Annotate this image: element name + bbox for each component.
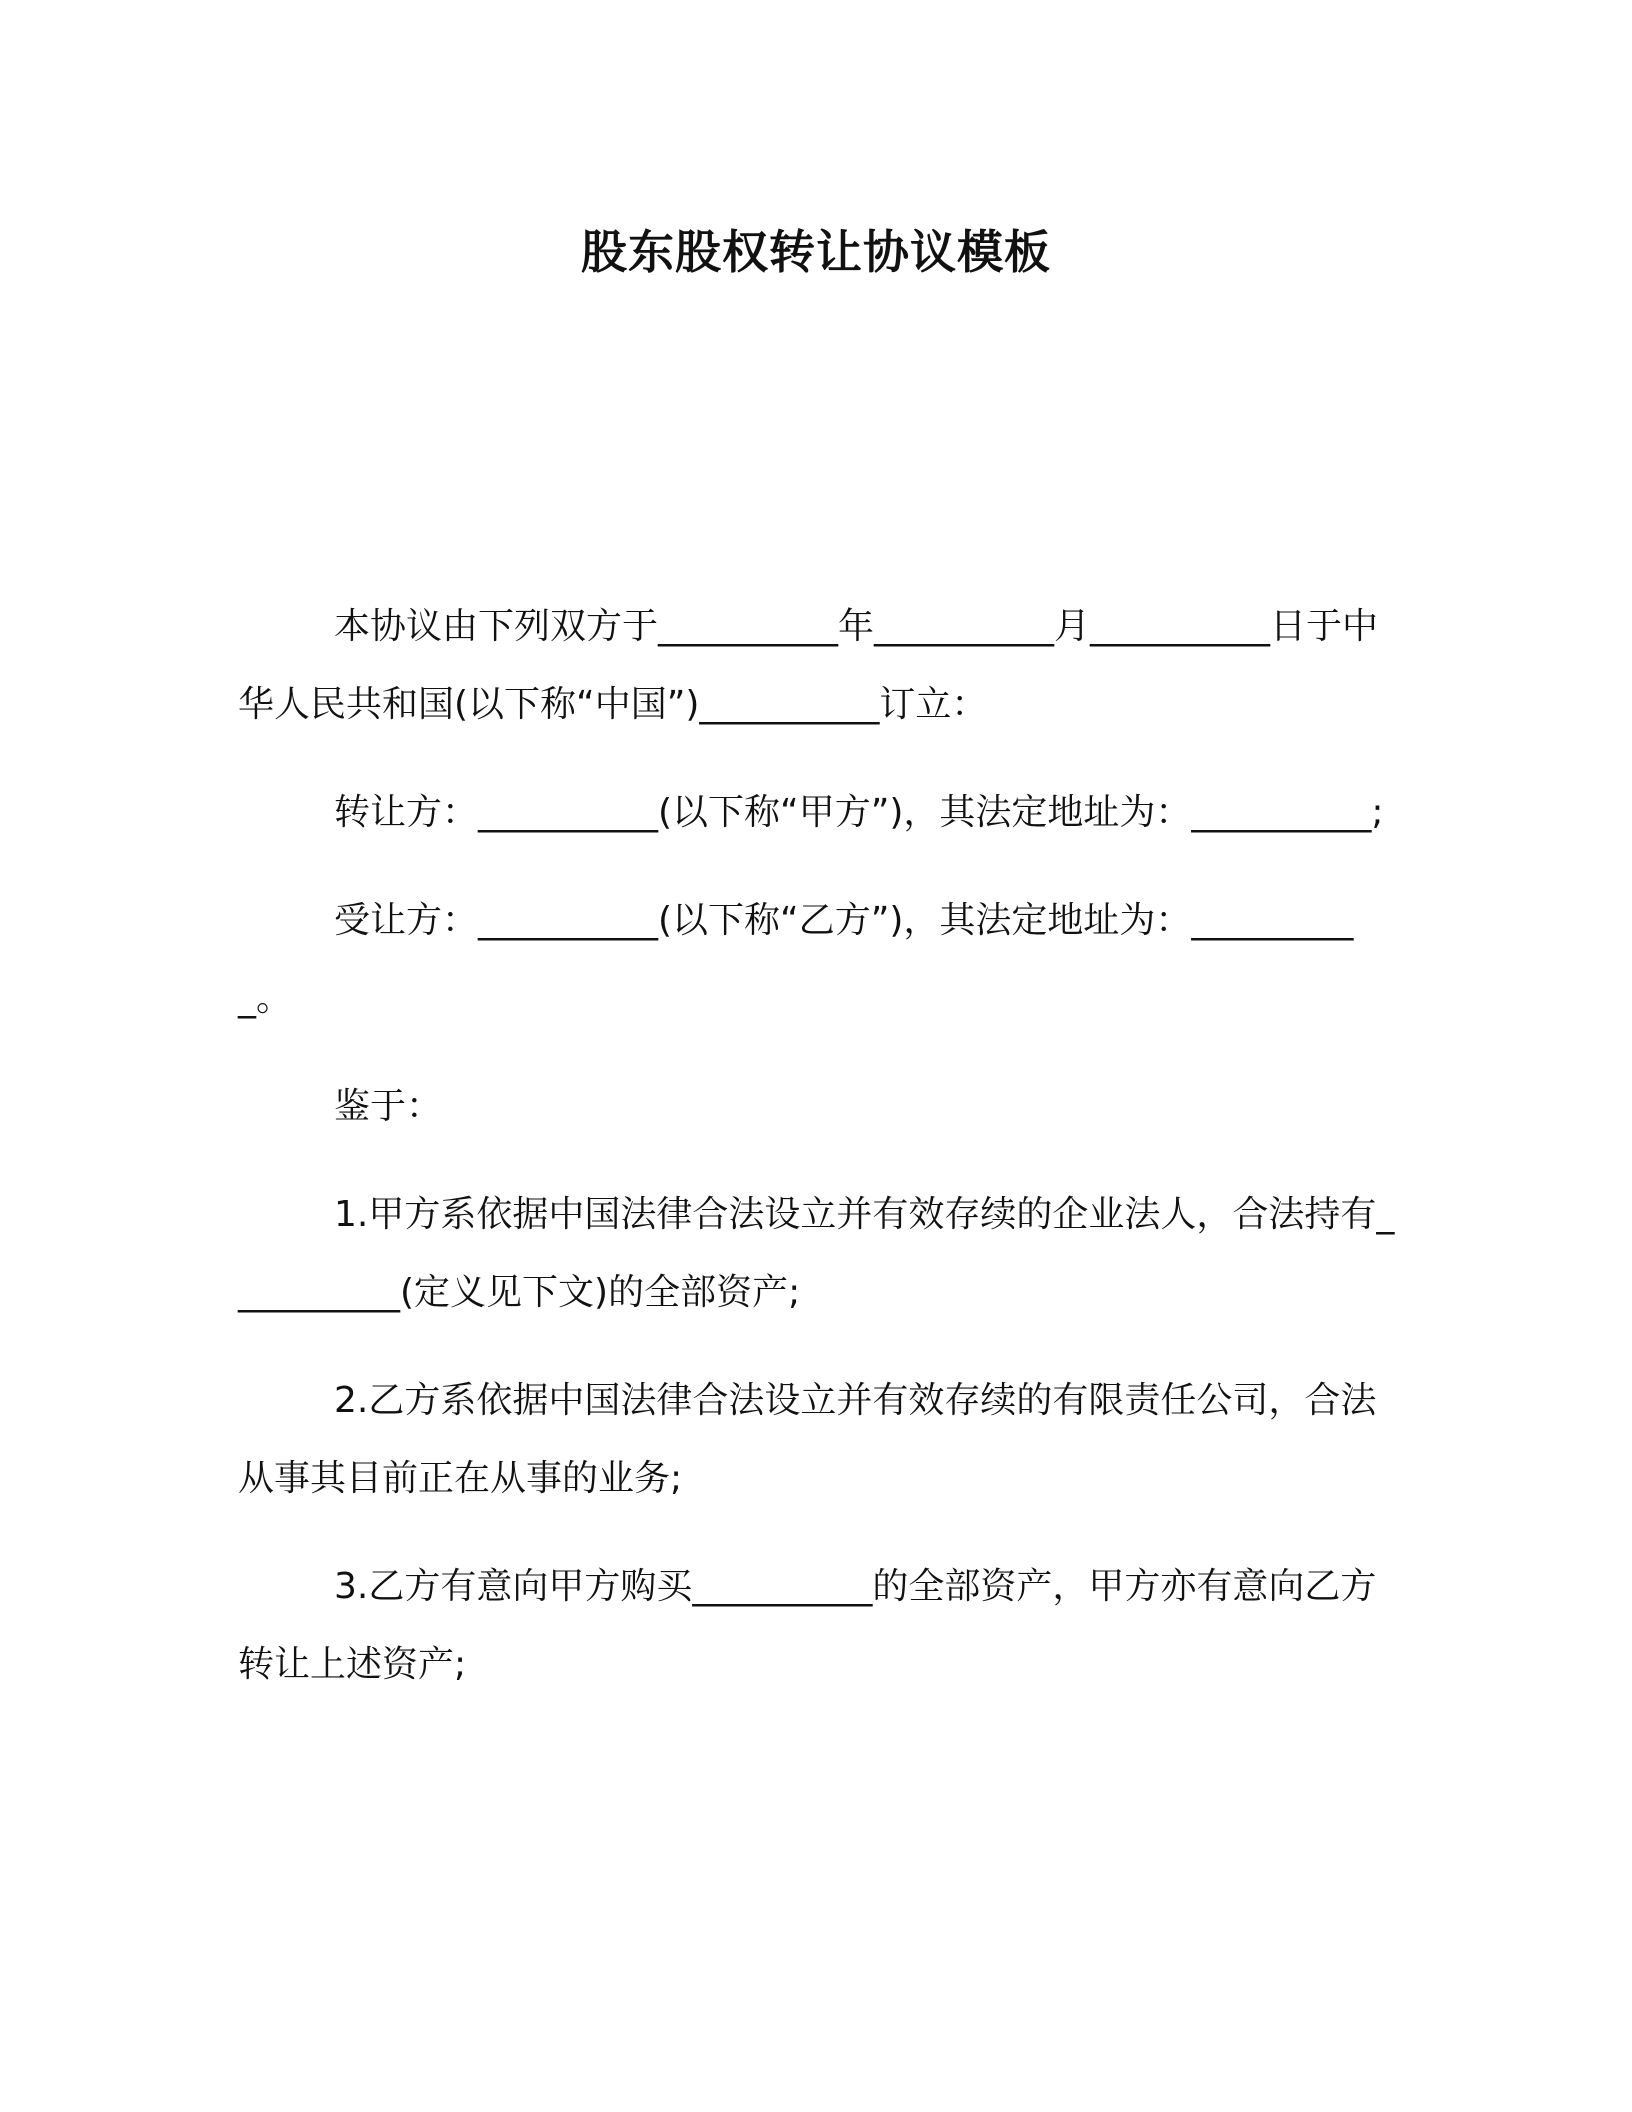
paragraph-agreement-intro: 本协议由下列双方于__________年__________月__________日于中华人民共和国(以下称“中国”)__________订立： bbox=[238, 606, 1379, 725]
paragraph-transferor: 转让方：__________(以下称“甲方”)，其法定地址为：__________; bbox=[334, 792, 1384, 833]
paragraph-transferee: 受让方：__________(以下称“乙方”)，其法定地址为：__________。 bbox=[238, 900, 1354, 1019]
paragraph-recital-3: 3.乙方有意向甲方购买__________的全部资产，甲方亦有意向乙方转让上述资产; bbox=[238, 1566, 1377, 1685]
paragraph-whereas: 鉴于： bbox=[334, 1086, 443, 1127]
paragraph-recital-1: 1.甲方系依据中国法律合法设立并有效存续的企业法人，合法持有__________(定义见下文)的全部资产; bbox=[238, 1194, 1395, 1313]
document-title: 股东股权转让协议模板 bbox=[581, 225, 1051, 279]
paragraph-recital-2: 2.乙方系依据中国法律合法设立并有效存续的有限责任公司，合法从事其目前正在从事的业务; bbox=[238, 1380, 1377, 1499]
document-body bbox=[238, 588, 1398, 1734]
